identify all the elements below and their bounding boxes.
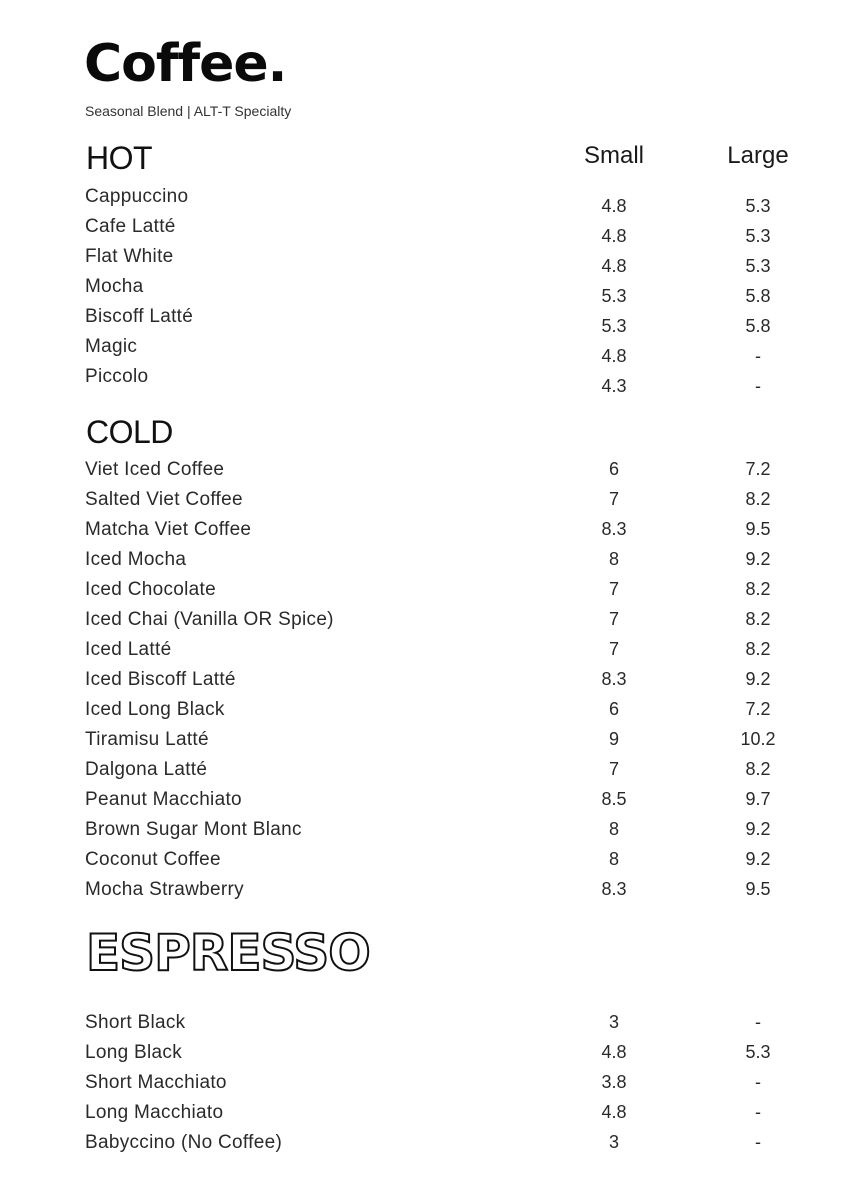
price-small: 6: [608, 459, 619, 479]
menu-item-name: Iced Chocolate: [85, 579, 216, 600]
menu-item-name: Long Black: [85, 1042, 183, 1063]
section-title-espresso: ESPRESSO: [86, 924, 370, 982]
price-small: 8: [608, 849, 619, 869]
price-small: 4.8: [601, 1102, 627, 1122]
price-large: 9.5: [745, 519, 771, 539]
column-header-large: Large: [727, 142, 789, 169]
price-large: 8.2: [745, 609, 771, 629]
menu-item-name: Magic: [85, 336, 138, 357]
menu-item-name: Mocha Strawberry: [85, 879, 244, 900]
price-large: 5.3: [745, 226, 771, 246]
menu-item-name: Iced Chai (Vanilla OR Spice): [85, 609, 334, 630]
price-small: 5.3: [601, 316, 627, 336]
section-title-hot: HOT: [86, 140, 153, 176]
price-large: 5.3: [745, 1042, 771, 1062]
menu-item-name: Matcha Viet Coffee: [85, 519, 252, 540]
price-small: 8: [608, 549, 619, 569]
price-large: 5.8: [745, 286, 771, 306]
menu-item-name: Flat White: [85, 246, 174, 267]
price-small: 7: [608, 609, 619, 629]
price-small: 8.3: [601, 669, 627, 689]
price-small: 4.8: [601, 1042, 627, 1062]
price-small: 3: [608, 1012, 619, 1032]
menu-item-name: Short Macchiato: [85, 1072, 227, 1093]
price-small: 4.8: [601, 256, 627, 276]
price-large: 8.2: [745, 759, 771, 779]
price-small: 7: [608, 579, 619, 599]
price-small: 8.3: [601, 519, 627, 539]
price-small: 7: [608, 759, 619, 779]
price-small: 4.8: [601, 226, 627, 246]
price-small: 7: [608, 489, 619, 509]
price-large: 7.2: [745, 459, 771, 479]
price-large: 7.2: [745, 699, 771, 719]
price-large: -: [755, 376, 761, 396]
price-small: 8.3: [601, 879, 627, 899]
price-small: 4.8: [601, 196, 627, 216]
price-large: 5.3: [745, 256, 771, 276]
price-small: 5.3: [601, 286, 627, 306]
menu-item-name: Iced Biscoff Latté: [85, 669, 236, 690]
price-large: 9.5: [745, 879, 771, 899]
price-large: 9.2: [745, 549, 771, 569]
brand-title: Coffee.: [84, 34, 287, 94]
price-small: 8: [608, 819, 619, 839]
menu-item-name: Viet Iced Coffee: [85, 459, 225, 480]
menu-item-name: Salted Viet Coffee: [85, 489, 243, 510]
menu-item-name: Mocha: [85, 276, 144, 297]
price-large: 8.2: [745, 489, 771, 509]
menu-item-name: Biscoff Latté: [85, 306, 194, 327]
price-small: 6: [608, 699, 619, 719]
price-large: 9.2: [745, 849, 771, 869]
menu-item-name: Brown Sugar Mont Blanc: [85, 819, 302, 840]
menu-item-name: Short Black: [85, 1012, 186, 1033]
price-large: -: [755, 346, 761, 366]
price-large: 9.7: [745, 789, 771, 809]
menu-item-name: Iced Latté: [85, 639, 172, 660]
price-large: -: [755, 1102, 761, 1122]
menu-item-name: Dalgona Latté: [85, 759, 208, 780]
price-large: 9.2: [745, 819, 771, 839]
price-large: 5.8: [745, 316, 771, 336]
brand-subtitle: Seasonal Blend | ALT-T Specialty: [85, 103, 292, 119]
price-large: -: [755, 1132, 761, 1152]
column-header-small: Small: [583, 142, 644, 169]
menu-item-name: Coconut Coffee: [85, 849, 221, 870]
price-large: 9.2: [745, 669, 771, 689]
price-large: -: [755, 1012, 761, 1032]
menu-item-name: Iced Mocha: [85, 549, 187, 570]
section-title-cold: COLD: [86, 414, 173, 450]
price-large: -: [755, 1072, 761, 1092]
menu-item-name: Piccolo: [85, 366, 149, 387]
price-small: 4.8: [601, 346, 627, 366]
price-small: 9: [608, 729, 619, 749]
menu-item-name: Cappuccino: [85, 186, 189, 207]
price-large: 10.2: [740, 729, 776, 749]
menu-item-name: Peanut Macchiato: [85, 789, 242, 810]
menu-item-name: Iced Long Black: [85, 699, 225, 720]
menu-item-name: Cafe Latté: [85, 216, 176, 237]
menu-item-name: Long Macchiato: [85, 1102, 224, 1123]
price-small: 7: [608, 639, 619, 659]
price-large: 8.2: [745, 579, 771, 599]
menu-item-name: Babyccino (No Coffee): [85, 1132, 283, 1153]
price-small: 4.3: [601, 376, 627, 396]
menu-item-name: Tiramisu Latté: [85, 729, 209, 750]
price-small: 8.5: [601, 789, 627, 809]
price-small: 3: [608, 1132, 619, 1152]
price-large: 8.2: [745, 639, 771, 659]
price-small: 3.8: [601, 1072, 627, 1092]
price-large: 5.3: [745, 196, 771, 216]
